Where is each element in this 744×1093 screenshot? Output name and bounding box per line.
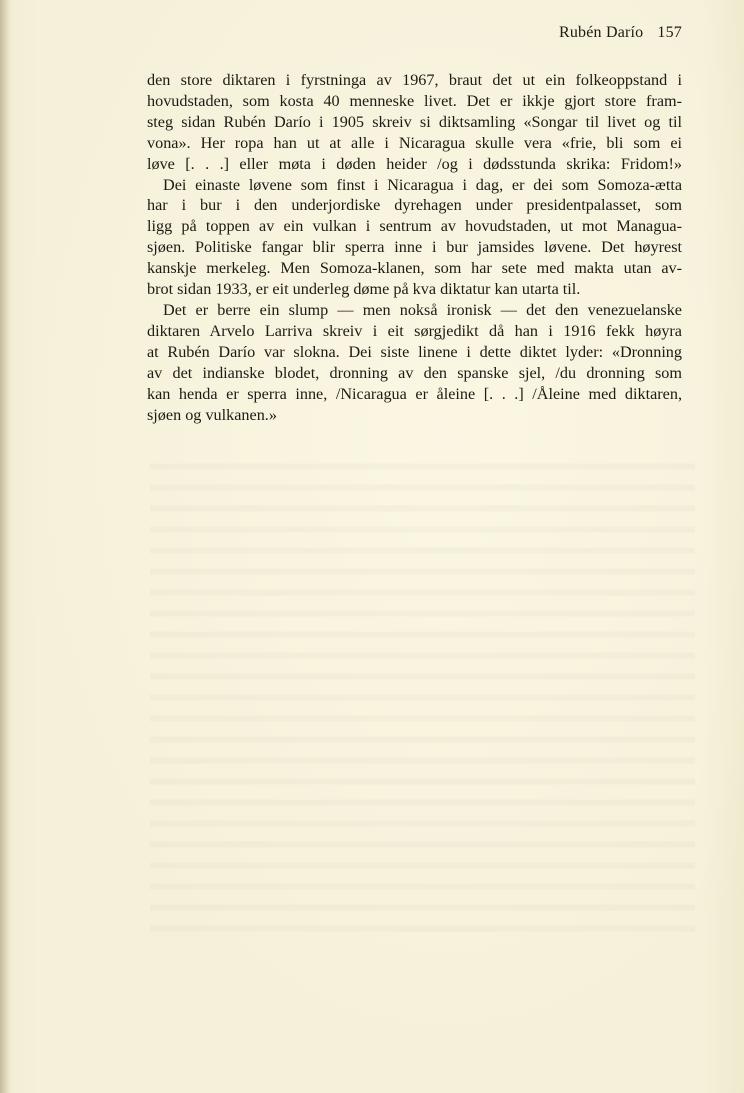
page-number: 157 [657, 24, 682, 41]
text-line: Dei einaste løvene som finst i Nicaragua i dag, er dei som Somoza-ætta [163, 175, 682, 194]
text-line: kanskje merkeleg. Men Somoza-klanen, som har sete med makta utan av- [147, 259, 682, 278]
text-line: den store diktaren i fyrstninga av 1967, braut det ut ein folkeoppstand i [147, 71, 682, 89]
text-line: steg sidan Rubén Darío i 1905 skreiv si diktsamling «Songar til livet og til [147, 112, 682, 131]
text-line: at Rubén Darío var slokna. Dei siste linene i dette diktet lyder: «Dronning [147, 342, 682, 361]
text-line: kan henda er sperra inne, /Nicaragua er åleine [. . .] /Åleine med diktaren, [147, 384, 682, 403]
page-gutter-shadow [0, 0, 10, 1093]
text-line: sjøen. Politiske fangar blir sperra inne i bur jamsides løvene. Det høyrest [147, 238, 682, 257]
text-line: Det er berre ein slump — men nokså ironisk — det den venezuelanske [163, 300, 682, 319]
text-line: har i bur i den underjordiske dyrehagen under presidentpalasset, som [147, 196, 682, 215]
text-line: brot sidan 1933, er eit underleg døme på kva diktatur kan utarta til. [147, 280, 581, 299]
text-line: av det indianske blodet, dronning av den spanske sjel, /du dronning som [147, 363, 682, 382]
text-line: hovudstaden, som kosta 40 menneske livet. Det er ikkje gjort store fram- [147, 91, 682, 110]
running-title: Rubén Darío [558, 24, 644, 41]
text-line: vona». Her ropa han ut at alle i Nicaragua skulle vera «frie, bli som ei [147, 133, 682, 152]
running-header [559, 24, 682, 42]
text-line: sjøen og vulkanen.» [147, 405, 277, 424]
paragraph-2 [147, 175, 682, 300]
text-line: løve [. . .] eller møta i døden heider /og i dødsstunda skrika: Fridom!» [147, 154, 682, 173]
text-line: diktaren Arvelo Larriva skreiv i eit sørgjedikt då han i 1916 fekk høyra [147, 321, 682, 340]
paragraph-3 [147, 300, 682, 425]
body-text [147, 70, 682, 425]
paragraph-1 [147, 70, 682, 175]
text-line: ligg på toppen av ein vulkan i sentrum av hovudstaden, ut mot Managua- [147, 217, 682, 236]
show-through-text [150, 455, 695, 935]
